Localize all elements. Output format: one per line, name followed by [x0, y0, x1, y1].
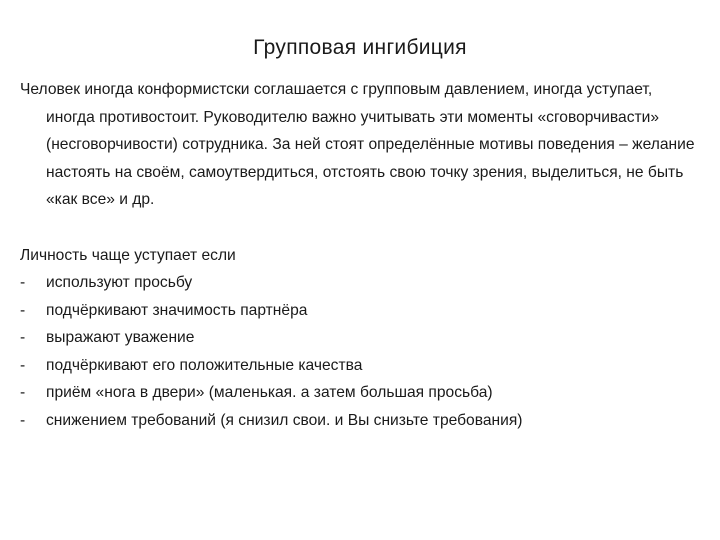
- list-heading: Личность чаще уступает если: [20, 246, 236, 264]
- list-item-text: используют просьбу: [46, 274, 193, 291]
- conditions-list: [20, 269, 700, 434]
- list-item: [20, 352, 700, 380]
- spacer: [20, 214, 700, 242]
- list-item: [20, 269, 700, 297]
- list-item: [20, 407, 700, 435]
- bullet-dash: -: [20, 384, 26, 401]
- list-item-text: выражают уважение: [46, 329, 195, 346]
- list-item-text: приём «нога в двери» (маленькая. а затем большая просьба): [46, 384, 493, 401]
- list-item: [20, 297, 700, 325]
- list-item: [20, 324, 700, 352]
- list-item: [20, 379, 700, 407]
- bullet-dash: -: [20, 274, 26, 291]
- bullet-dash: -: [20, 411, 26, 429]
- intro-paragraph: Человек иногда конформистски соглашается с групповым давлением, иногда уступает, иногда противостоит. Руководителю важно учитывать эти моменты «сговорчивасти» (несговорчивости) сотрудника. За ней стоят определённые мотивы поведения – желание настоять на своём, самоутвердиться, отстоять свою точку зрения, выделиться, не быть «как все» и др.: [20, 81, 695, 208]
- list-item-text: подчёркивают его положительные качества: [46, 356, 363, 374]
- bullet-dash: -: [20, 329, 26, 346]
- slide-body: [20, 76, 700, 434]
- slide-title: Групповая ингибиция: [253, 36, 467, 59]
- list-item-text: снижением требований (я снизил свои. и Вы снизьте требования): [46, 411, 523, 429]
- list-item-text: подчёркивают значимость партнёра: [46, 301, 308, 319]
- bullet-dash: -: [20, 301, 26, 319]
- bullet-dash: -: [20, 356, 26, 374]
